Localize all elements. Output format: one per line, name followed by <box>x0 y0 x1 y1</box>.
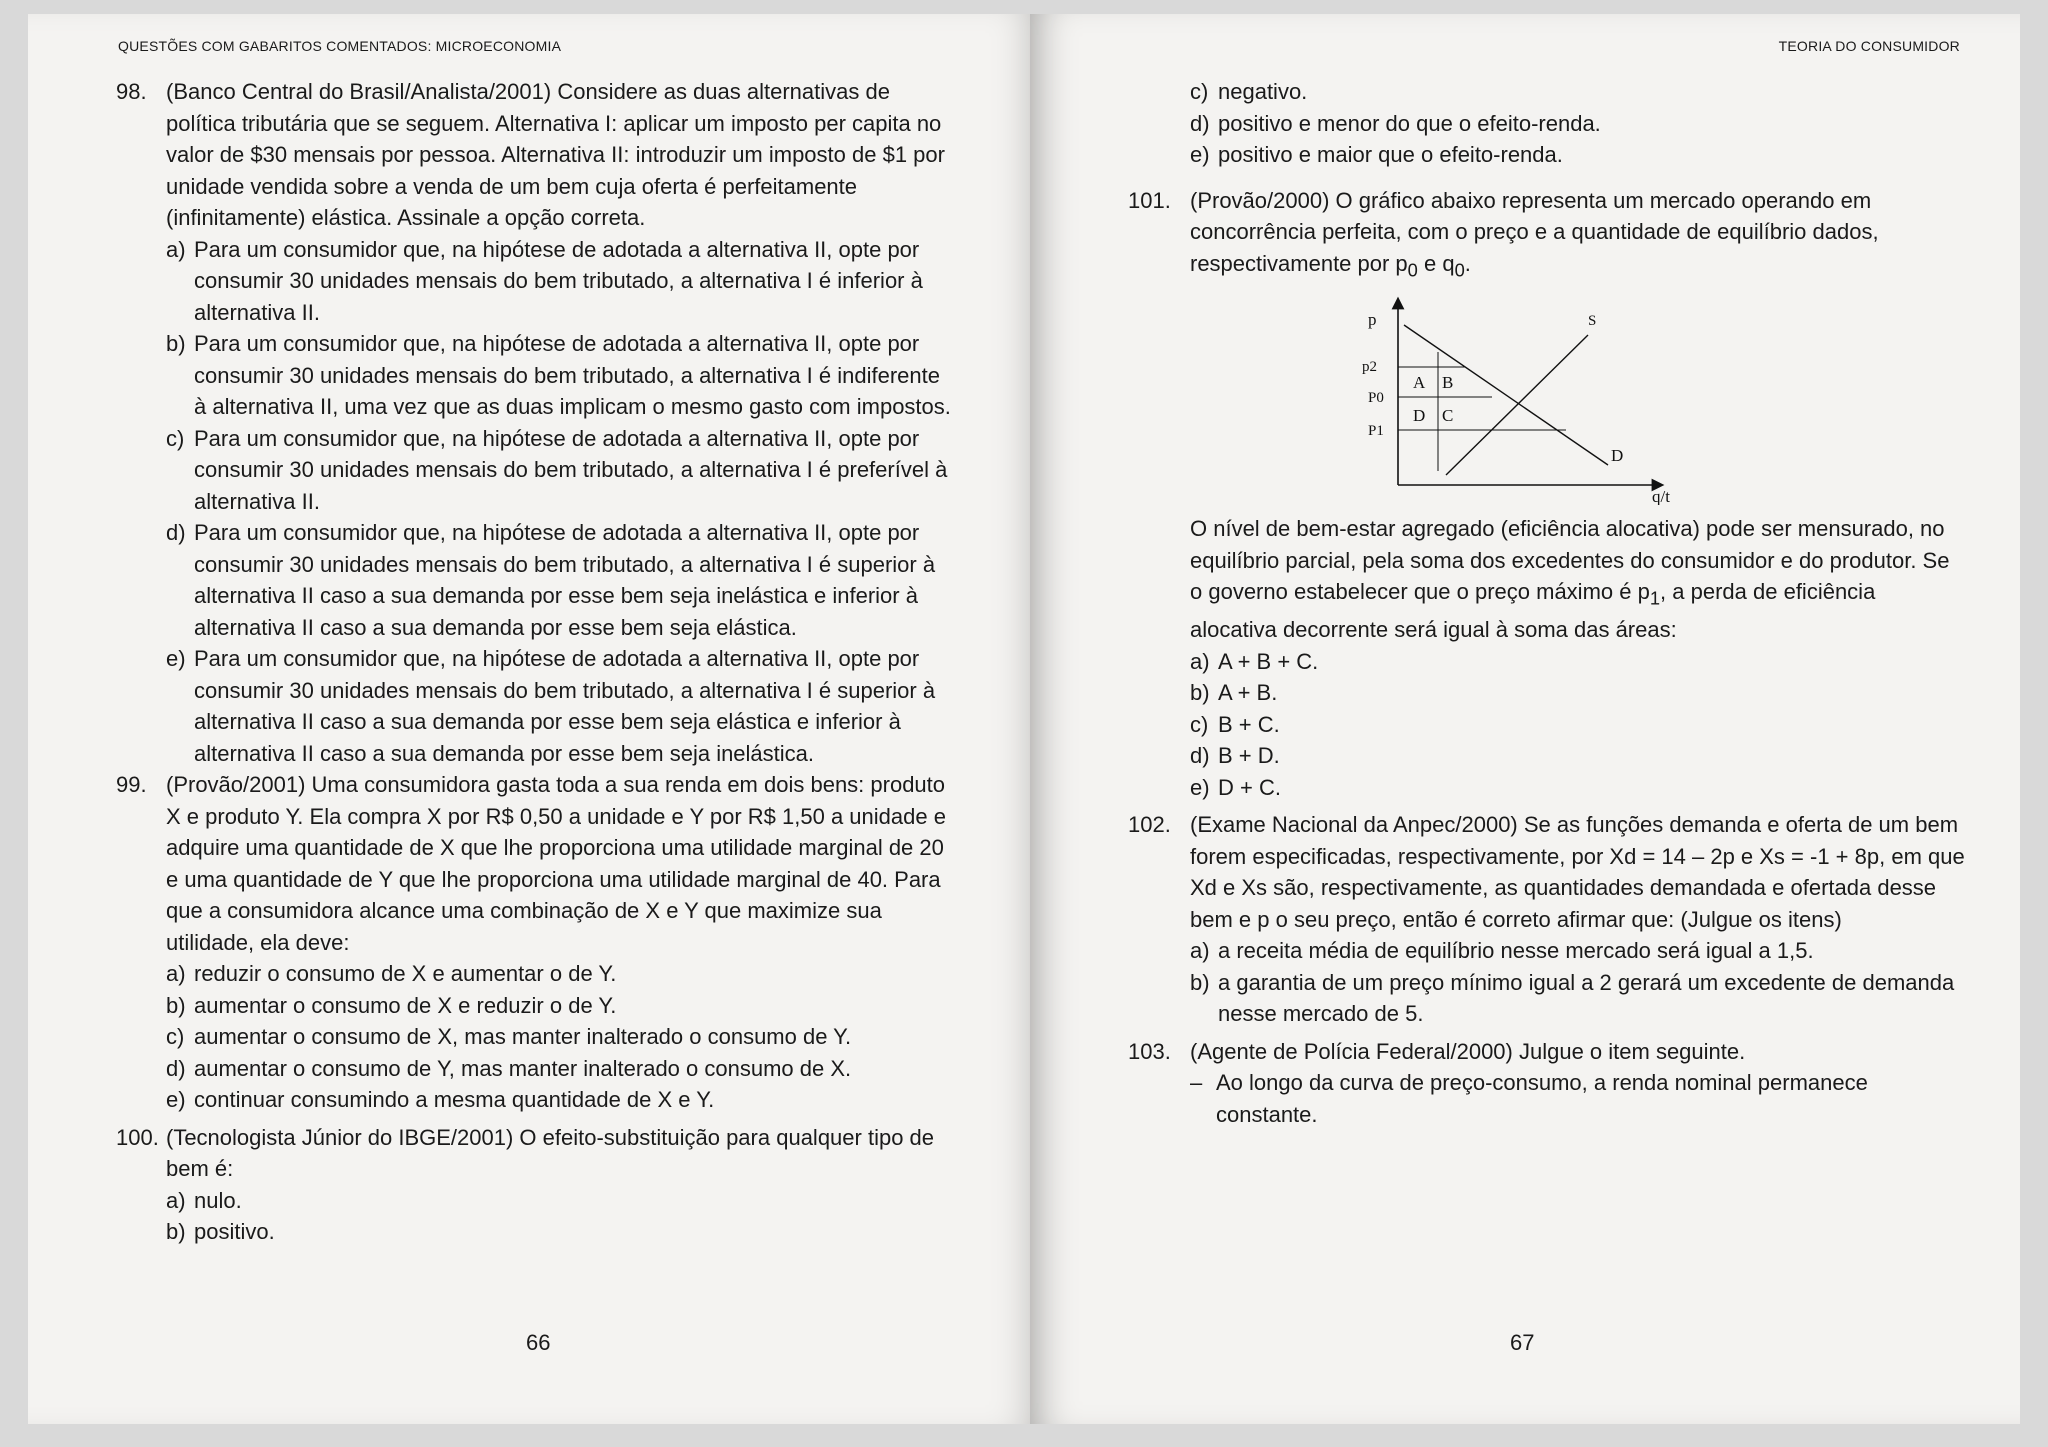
area-b: B <box>1442 373 1454 393</box>
area-c: C <box>1442 406 1454 426</box>
option-letter: c) <box>166 1024 185 1049</box>
option-text: a receita média de equilíbrio nesse mercado será igual a 1,5. <box>1218 938 1814 964</box>
option-text: positivo. <box>194 1219 275 1244</box>
option-letter: b) <box>166 331 186 356</box>
question-102 <box>1128 809 1966 935</box>
option-letter: d) <box>1190 743 1210 769</box>
label-demand: D <box>1611 446 1624 466</box>
option-c <box>1190 76 1966 108</box>
label-p2: p2 <box>1362 359 1377 376</box>
question-number: 101. <box>1128 187 1171 213</box>
option-letter: e) <box>166 1087 186 1112</box>
option-text: aumentar o consumo de X e reduzir o de Y. <box>194 992 617 1018</box>
running-head: QUESTÕES COM GABARITOS COMENTADOS: MICROECONOMIA <box>118 38 562 54</box>
option-letter: d) <box>1190 110 1210 136</box>
label-supply: S <box>1588 313 1597 330</box>
question-101 <box>1128 185 1966 286</box>
running-head: TEORIA DO CONSUMIDOR <box>1778 38 1960 54</box>
item-dash: – <box>1190 1070 1203 1096</box>
option-text: B + C. <box>1218 711 1280 737</box>
option-d <box>166 517 958 643</box>
option-text: positivo e menor do que o efeito-renda. <box>1218 110 1601 136</box>
question-99 <box>116 769 958 958</box>
option-c <box>166 1021 958 1053</box>
option-text: Para um consumidor que, na hipótese de adotada a alternativa II, opte por consumir 30 unidades mensais do bem tributado, a alternativa I é preferível à alternativa II. <box>194 425 948 514</box>
option-text: positivo e maior que o efeito-renda. <box>1218 142 1563 167</box>
page-number: 67 <box>1510 1330 1535 1355</box>
option-letter: c) <box>1190 711 1209 737</box>
option-e <box>1190 139 1966 171</box>
question-100 <box>116 1122 958 1185</box>
option-letter: e) <box>166 646 186 671</box>
option-text: Para um consumidor que, na hipótese de adotada a alternativa II, opte por consumir 30 unidades mensais do bem tributado, a alternativa I é superior à alternativa II caso a sua demanda por esse bem seja elástica e inferior à alternativa II caso a sua demanda por esse bem seja inelástica. <box>194 646 936 766</box>
question-text: (Tecnologista Júnior do IBGE/2001) O efeito-substituição para qualquer tipo de bem é: <box>166 1124 935 1181</box>
question-number: 98. <box>116 79 147 104</box>
question-98 <box>116 76 958 234</box>
option-letter: b) <box>166 992 186 1018</box>
supply-demand-diagram <box>1358 295 1678 505</box>
left-page-content <box>116 76 958 1248</box>
option-letter: d) <box>166 1055 186 1081</box>
option-c <box>166 423 958 518</box>
option-text: A + B + C. <box>1218 648 1319 674</box>
option-letter: b) <box>166 1219 186 1244</box>
question-text: (Banco Central do Brasil/Analista/2001) Considere as duas alternativas de política tributária que se seguem. Alternativa I: aplicar um imposto per capita no valor de $30 mensais por pessoa. Alternativa II: introduzir um imposto de $1 por unidade vendida sobre a venda de um bem cuja oferta é perfeitamente (infinitamente) elástica. Assinale a opção correta. <box>166 79 945 230</box>
option-letter: a) <box>166 236 186 262</box>
option-text: negativo. <box>1218 79 1308 104</box>
label-p1: P1 <box>1368 423 1384 440</box>
axis-x-label: q/t <box>1652 487 1670 506</box>
question-text: (Agente de Polícia Federal/2000) Julgue o item seguinte. <box>1190 1038 1746 1064</box>
option-d <box>1190 740 1966 772</box>
option-d <box>166 1053 958 1085</box>
option-text: A + B. <box>1218 680 1278 706</box>
option-text: Para um consumidor que, na hipótese de adotada a alternativa II, opte por consumir 30 unidades mensais do bem tributado, a alternativa I é superior à alternativa II caso a sua demanda por esse bem seja inelástica e inferior à alternativa II caso a sua demanda por esse bem seja elástica. <box>194 520 936 640</box>
option-text: aumentar o consumo de Y, mas manter inalterado o consumo de X. <box>194 1055 852 1081</box>
option-e <box>1190 772 1966 804</box>
question-text: (Provão/2001) Uma consumidora gasta toda a sua renda em dois bens: produto X e produto Y. Ela compra X por R$ 0,50 a unidade e Y por R$ 1,50 a unidade e adquire uma quantidade de X que lhe proporciona uma utilidade marginal de 20 e uma quantidade de Y que lhe proporciona uma utilidade marginal de 40. Para que a consumidora alcance uma combinação de X e Y que maximize sua utilidade, ela deve: <box>166 772 946 955</box>
option-text: Para um consumidor que, na hipótese de adotada a alternativa II, opte por consumir 30 unidades mensais do bem tributado, a alternativa I é indiferente à alternativa II, uma vez que as duas implicam o mesmo gasto com impostos. <box>194 331 951 419</box>
question-text: (Exame Nacional da Anpec/2000) Se as funções demanda e oferta de um bem forem especificadas, respectivamente, por Xd = 14 – 2p e Xs = -1 + 8p, em que Xd e Xs são, respectivamente, as quantidades demandada e ofertada desse bem e p o seu preço, então é correto afirmar que: (Julgue os itens) <box>1190 812 1965 932</box>
question-number: 103. <box>1128 1038 1171 1064</box>
right-page-content <box>1128 76 1966 1130</box>
option-d <box>1190 108 1966 140</box>
option-text: Para um consumidor que, na hipótese de adotada a alternativa II, opte por consumir 30 unidades mensais do bem tributado, a alternativa I é inferior à alternativa II. <box>194 236 923 325</box>
area-d: D <box>1413 406 1426 426</box>
option-letter: a) <box>166 1187 186 1213</box>
option-b <box>1190 967 1966 1030</box>
axis-y-label: p <box>1368 310 1377 330</box>
option-b <box>166 328 958 423</box>
area-a: A <box>1413 373 1426 393</box>
option-a <box>166 1185 958 1217</box>
option-text: continuar consumindo a mesma quantidade de X e Y. <box>194 1087 715 1112</box>
question-number: 99. <box>116 772 147 797</box>
option-letter: e) <box>1190 774 1210 800</box>
option-text: a garantia de um preço mínimo igual a 2 gerará um excedente de demanda nesse mercado de 5. <box>1218 969 1955 1027</box>
right-page <box>1030 14 2020 1424</box>
option-e <box>166 643 958 769</box>
option-text: D + C. <box>1218 774 1281 800</box>
question-text: (Provão/2000) O gráfico abaixo representa um mercado operando em concorrência perfeita, com o preço e a quantidade de equilíbrio dados, respectivamente por $p_0$ e $q_0$. <box>1190 187 1879 280</box>
option-e <box>166 1084 958 1116</box>
option-b <box>1190 677 1966 709</box>
question-number: 102. <box>1128 812 1171 838</box>
option-b <box>166 990 958 1022</box>
option-letter: d) <box>166 520 186 545</box>
option-letter: c) <box>1190 79 1209 104</box>
option-letter: a) <box>1190 938 1210 964</box>
option-a <box>1190 646 1966 678</box>
option-letter: b) <box>1190 969 1210 995</box>
left-page <box>28 14 1038 1424</box>
option-b <box>166 1216 958 1248</box>
option-text: aumentar o consumo de X, mas manter inalterado o consumo de Y. <box>194 1024 852 1049</box>
option-text: nulo. <box>194 1187 242 1213</box>
label-p0: P0 <box>1368 390 1384 407</box>
question-103-item <box>1190 1067 1966 1130</box>
option-a <box>166 234 958 329</box>
option-text: B + D. <box>1218 743 1280 769</box>
option-letter: c) <box>166 425 185 451</box>
question-103 <box>1128 1036 1966 1068</box>
option-letter: a) <box>1190 648 1210 674</box>
page-number: 66 <box>526 1330 551 1355</box>
option-c <box>1190 709 1966 741</box>
supply-curve <box>1446 335 1588 475</box>
option-letter: b) <box>1190 680 1210 706</box>
item-text: Ao longo da curva de preço-consumo, a renda nominal permanece constante. <box>1216 1070 1868 1127</box>
option-text: reduzir o consumo de X e aumentar o de Y. <box>194 961 617 986</box>
question-101-continuation: O nível de bem-estar agregado (eficiência alocativa) pode ser mensurado, no equilíbrio parcial, pela soma dos excedentes do consumidor e do produtor. Se o governo estabelecer que o preço máximo é $p_1$, a perda de eficiência alocativa decorrente será igual à soma das áreas: <box>1190 516 1950 643</box>
option-a <box>166 958 958 990</box>
option-letter: e) <box>1190 142 1210 167</box>
option-a <box>1190 935 1966 967</box>
option-letter: a) <box>166 961 186 986</box>
question-number: 100. <box>116 1124 159 1150</box>
